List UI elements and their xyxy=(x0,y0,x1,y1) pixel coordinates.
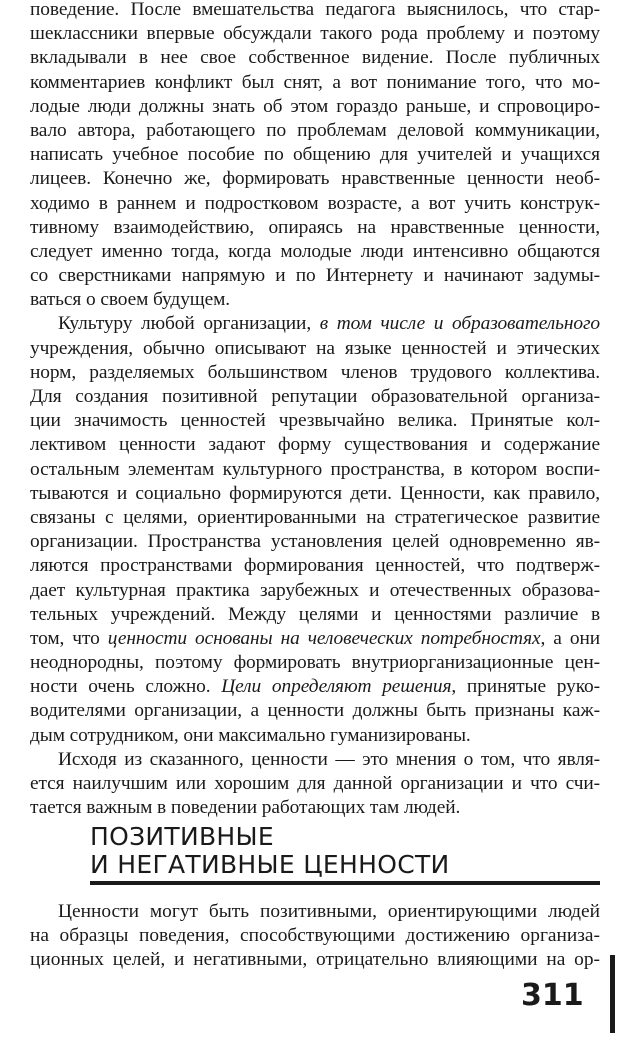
text-line: лективом ценности задают форму существования и содержание xyxy=(30,434,600,456)
text-line: водителями организации, а ценности должны быть признаны каж- xyxy=(30,700,600,722)
text-span: ности очень сложно. xyxy=(30,676,222,698)
text-span: том, что xyxy=(30,627,108,649)
text-line: лодые люди должны знать об этом гораздо раньше, и спровоциро- xyxy=(30,95,600,117)
text-span: , принятые руко- xyxy=(451,676,600,698)
text-line: со сверстниками напрямую и по Интернету и начинают задумы- xyxy=(30,265,600,287)
text-line: тываются и социально формируются дети. Ценности, как правило, xyxy=(30,482,600,504)
text-line: Ценности могут быть позитивными, ориентирующими людей xyxy=(58,901,600,922)
text-line: ется наилучшим или хорошим для данной организации и что счи- xyxy=(30,773,600,794)
text-line: тельных учреждений. Между целями и ценностями различие в xyxy=(30,603,600,625)
text-span: , а они xyxy=(540,627,601,649)
heading-underline xyxy=(90,881,600,885)
text-line xyxy=(30,627,600,651)
text-line: ваться о своем будущем. xyxy=(30,289,231,311)
text-line: шеклассники впервые обсуждали такого рода проблему и поэтому xyxy=(30,23,600,45)
text-line: остальным элементам культурного пространства, в котором воспи- xyxy=(30,458,600,480)
text-line: неоднородны, поэтому формировать внутриорганизационные цен- xyxy=(30,652,600,674)
text-line: на образцы поведения, способствующими достижению организа- xyxy=(30,925,600,947)
text-line: комментариев конфликт был снят, а вот понимание того, что мо- xyxy=(30,71,600,93)
text-line xyxy=(30,675,600,699)
text-line: тивному взаимодействию, опираясь на нравственные ценности, xyxy=(30,216,600,238)
text-line: дает культурная практика зарубежных и отечественных образова- xyxy=(30,579,600,601)
text-line: норм, разделяемых большинством членов трудового коллектива. xyxy=(30,361,600,383)
body-text xyxy=(30,0,600,820)
heading-line-1: ПОЗИТИВНЫЕ xyxy=(90,822,274,851)
text-span: Культуру любой организации, xyxy=(58,313,320,335)
text-line xyxy=(30,312,600,336)
text-line: дым сотрудником, они максимально гуманизированы. xyxy=(30,724,471,746)
text-line: поведение. После вмешательства педагога выяснилось, что стар- xyxy=(30,0,600,20)
text-line: вало автора, работающего по проблемам деловой коммуникации, xyxy=(30,119,600,141)
text-line: вкладывали в нее свое собственное видение. После публичных xyxy=(30,47,600,69)
text-line: учреждения, обычно описывают на языке ценностей и этических xyxy=(30,337,600,359)
italic-span: ценности основаны на человеческих потребностях xyxy=(107,627,541,649)
text-line: ходимо в раннем и подростковом возрасте, а вот учить конструк- xyxy=(30,192,600,214)
text-line: ляются пространствами формирования ценностей, что подтверж- xyxy=(30,555,600,577)
text-line: следует именно тогда, когда молодые люди интенсивно общаются xyxy=(30,240,600,262)
text-line: тается важным в поведении работающих там людей. xyxy=(30,797,461,819)
text-line: лицеев. Конечно же, формировать нравственные ценности необ- xyxy=(30,168,600,190)
text-line: написать учебное пособие по общению для учителей и учащихся xyxy=(30,144,600,166)
text-line: организации. Пространства установления целей одновременно яв- xyxy=(30,531,600,553)
page-number: 311 xyxy=(521,978,584,1013)
text-line: ционных целей, и негативными, отрицательно влияющими на ор- xyxy=(30,949,600,971)
page-edge-marker xyxy=(610,955,615,1033)
text-line: Для создания позитивной репутации образовательной организа- xyxy=(30,386,600,407)
text-line: ции значимость ценностей чрезвычайно велика. Принятые кол- xyxy=(30,410,600,432)
text-line: связаны с целями, ориентированными на стратегическое развитие xyxy=(30,506,600,528)
italic-span: Цели определяют решения xyxy=(221,676,452,698)
text-line: Исходя из сказанного, ценности — это мнения о том, что явля- xyxy=(58,748,600,770)
heading-line-2: И НЕГАТИВНЫЕ ЦЕННОСТИ xyxy=(90,850,450,879)
body-text-continued xyxy=(30,900,600,973)
italic-span: в том числе и образовательного xyxy=(319,313,600,335)
section-heading xyxy=(90,823,450,879)
